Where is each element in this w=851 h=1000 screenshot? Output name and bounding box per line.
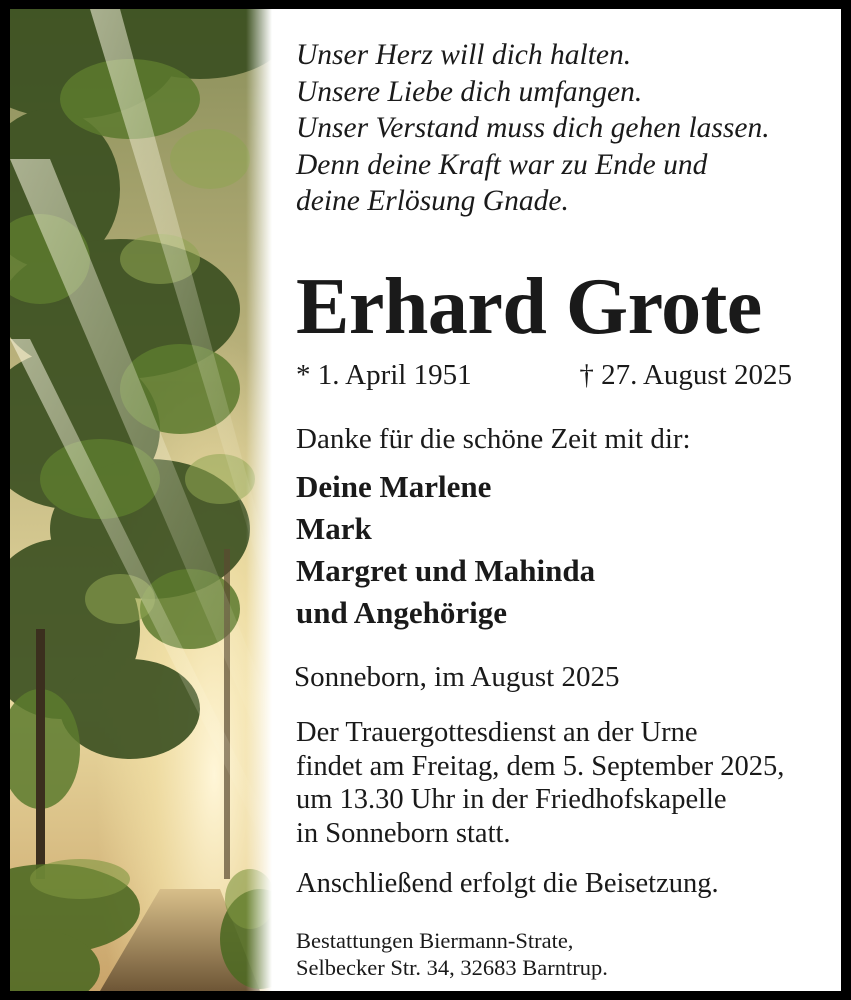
- verse-line: Denn deine Kraft war zu Ende und: [296, 148, 708, 181]
- verse-line: Unsere Liebe dich umfangen.: [296, 75, 643, 108]
- birth-date: * 1. April 1951: [296, 359, 472, 391]
- thanks-line: Danke für die schöne Zeit mit dir:: [296, 423, 691, 455]
- mourner: Deine Marlene: [296, 469, 492, 504]
- mourners-list: [296, 466, 595, 634]
- death-date: † 27. August 2025: [579, 359, 792, 391]
- verse: [296, 37, 770, 220]
- funeral-service-info: [296, 716, 784, 850]
- forest-path-photo: [10, 9, 272, 991]
- service-line: findet am Freitag, dem 5. September 2025,: [296, 750, 785, 782]
- burial-info: Anschließend erfolgt die Beisetzung.: [296, 868, 719, 899]
- verse-line: Unser Herz will dich halten.: [296, 39, 632, 71]
- notice-text: [296, 9, 841, 991]
- service-line: um 13.30 Uhr in der Friedhofskapelle: [296, 784, 727, 815]
- verse-line: deine Erlösung Gnade.: [296, 185, 569, 217]
- forest-path-sunrays-icon: [10, 9, 272, 991]
- undertaker-info: [296, 927, 608, 981]
- mourner: Margret und Mahinda: [296, 553, 596, 588]
- service-line: in Sonneborn statt.: [296, 817, 511, 849]
- mourner: und Angehörige: [296, 595, 508, 630]
- service-line: Der Trauergottesdienst an der Urne: [296, 717, 698, 748]
- place-and-date: Sonneborn, im August 2025: [294, 661, 620, 693]
- undertaker-address: Selbecker Str. 34, 32683 Barntrup.: [296, 955, 608, 980]
- mourner: Mark: [296, 511, 372, 546]
- undertaker-name: Bestattungen Biermann-Strate,: [296, 928, 574, 953]
- verse-line: Unser Verstand muss dich gehen lassen.: [296, 112, 770, 144]
- deceased-name: Erhard Grote: [296, 263, 762, 351]
- obituary-notice: [10, 9, 841, 991]
